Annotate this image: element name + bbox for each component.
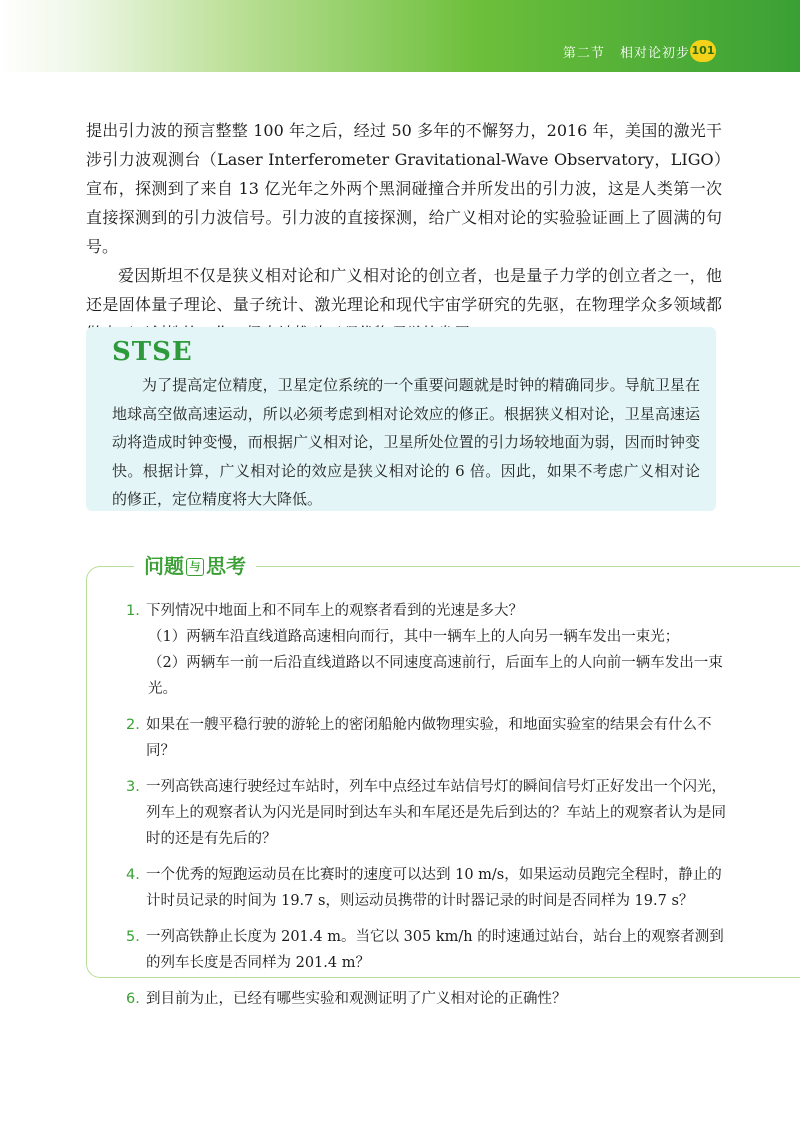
question-text: 如果在一艘平稳行驶的游轮上的密闭船舱内做物理实验，和地面实验室的结果会有什么不同？: [146, 717, 712, 759]
paragraph-gravitational-waves: 提出引力波的预言整整 100 年之后，经过 50 多年的不懈努力，2016 年，美国的激光干涉引力波观测台（Laser Interferometer Gravitational-Wave Observatory，LIGO）宣布，探测到了来自 13 亿光年之外两个黑洞碰撞合并所发出的引力波，这是人类第一次直接探测到的引力波信号。引力波的直接探测，给广义相对论的实验验证画上了圆满的句号。: [86, 121, 722, 256]
question-1: [126, 598, 726, 702]
question-4: [126, 862, 726, 914]
page-number-badge: 101: [690, 40, 716, 62]
question-3: [126, 774, 726, 852]
question-sub-item: （2）两辆车一前一后沿直线道路以不同速度高速前行，后面车上的人向前一辆车发出一束光。: [148, 655, 723, 697]
question-2: [126, 712, 726, 764]
question-text: 一个优秀的短跑运动员在比赛时的速度可以达到 10 m/s，如果运动员跑完全程时，静止的计时员记录的时间为 19.7 s，则运动员携带的计时器记录的时间是否同样为 19.7 s？: [146, 867, 722, 909]
question-5: [126, 924, 726, 976]
question-number: 1.: [126, 603, 140, 619]
stse-text: 为了提高定位精度，卫星定位系统的一个重要问题就是时钟的精确同步。导航卫星在地球高空做高速运动，所以必须考虑到相对论效应的修正。根据狭义相对论，卫星高速运动将造成时钟变慢，而根据广义相对论，卫星所处位置的引力场较地面为弱，因而时钟变快。根据计算，广义相对论的效应是狭义相对论的 6 倍。因此，如果不考虑广义相对论的修正，定位精度将大大降低。: [112, 376, 700, 508]
header-band: [0, 0, 800, 72]
stse-title: STSE: [112, 337, 193, 367]
paragraph-einstein: 爱因斯坦不仅是狭义相对论和广义相对论的创立者，也是量子力学的创立者之一，他还是固体量子理论、量子统计、激光理论和现代宇宙学研究的先驱，在物理学众多领域都: [86, 266, 722, 314]
question-text: 一列高铁静止长度为 201.4 m。当它以 305 km/h 的时速通过站台，站台上的观察者测到的列车长度是否同样为 201.4 m？: [146, 929, 724, 971]
question-text: 到目前为止，已经有哪些实验和观测证明了广义相对论的正确性？: [146, 991, 567, 1007]
section-label: 第二节: [562, 46, 605, 61]
question-number: 2.: [126, 717, 140, 733]
section-title: 相对论初步: [619, 46, 690, 61]
stse-box: [86, 327, 716, 511]
question-sub-item: （1）两辆车沿直线道路高速相向而行，其中一辆车上的人向另一辆车发出一束光；: [148, 629, 680, 645]
question-number: 5.: [126, 929, 140, 945]
question-number: 4.: [126, 867, 140, 883]
title-word-thinking: 思考: [206, 554, 246, 578]
question-number: 6.: [126, 991, 140, 1007]
questions-list: [126, 598, 726, 1022]
title-connector-badge: 与: [186, 558, 204, 576]
question-text: 下列情况中地面上和不同车上的观察者看到的光速是多大？: [146, 603, 523, 619]
question-number: 3.: [126, 779, 140, 795]
question-6: [126, 986, 726, 1012]
questions-title: [144, 554, 246, 578]
running-header: [553, 42, 690, 61]
question-text: 一列高铁高速行驶经过车站时，列车中点经过车站信号灯的瞬间信号灯正好发出一个闪光，列车上的观察者认为闪光是同时到达车头和车尾还是先后到达的？车站上的观察者认为是同时的还是有先后的？: [146, 779, 726, 847]
title-word-questions: 问题: [144, 554, 184, 578]
questions-heading: [134, 550, 256, 582]
main-body: [86, 116, 722, 348]
